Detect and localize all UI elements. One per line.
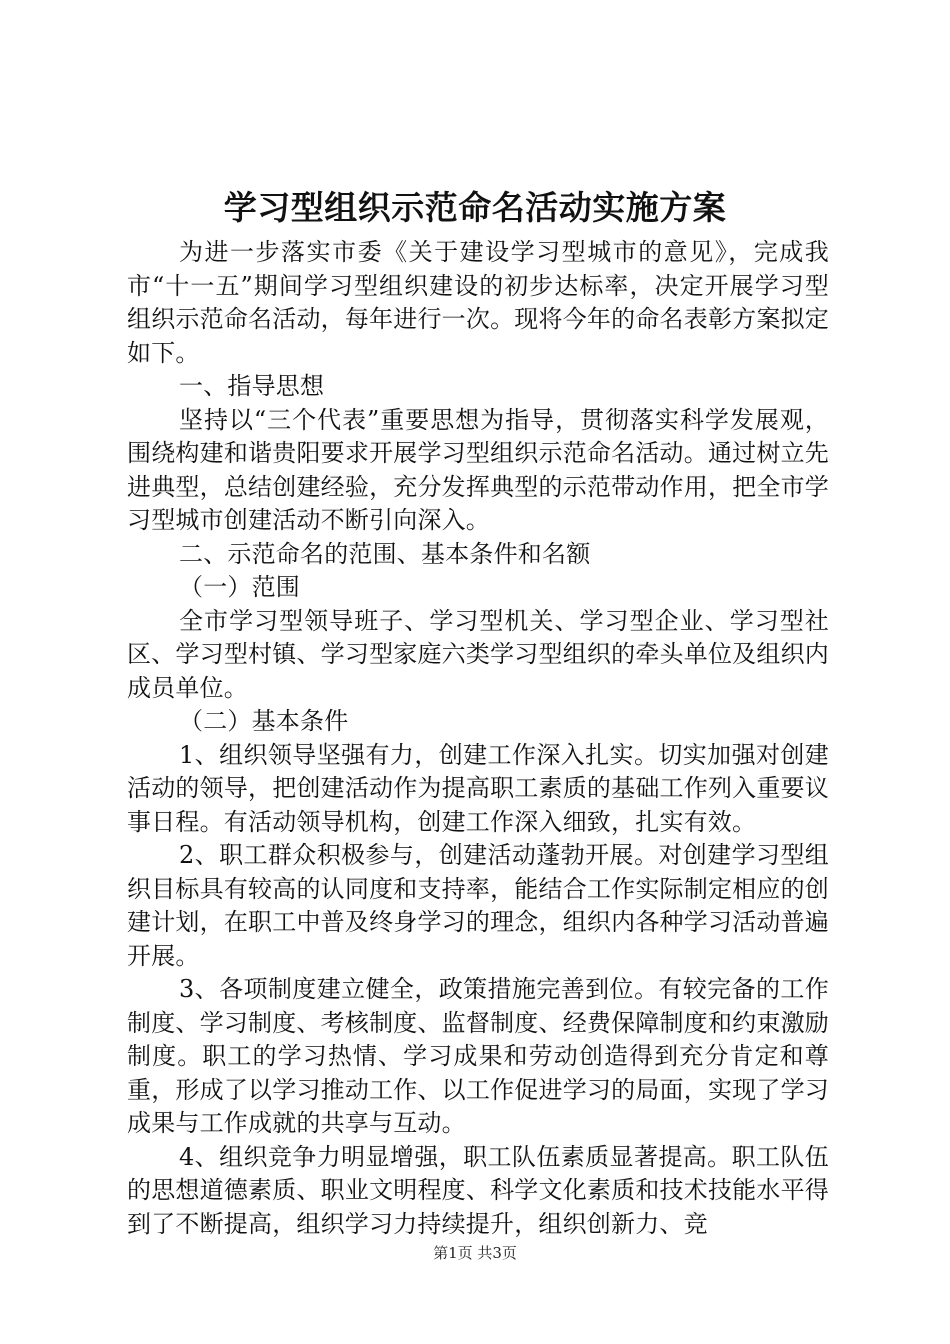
section-heading-guiding-ideology: 一、指导思想: [179, 372, 325, 400]
scope-paragraph: 全市学习型领导班子、学习型机关、学习型企业、学习型社区、学习型村镇、学习型家庭六类学习型组织的牵头单位及组织内成员单位。: [127, 606, 829, 702]
section-heading-scope-conditions: 二、示范命名的范围、基本条件和名额: [179, 539, 591, 568]
subheading-basic-conditions: （二）基本条件: [179, 707, 349, 735]
condition-item-4: 4、组织竞争力明显增强，职工队伍素质显著提高。职工队伍的思想道德素质、职业文明程度、科学文化素质和技术技能水平得到了不断提高，组织学习力持续提升，组织创新力、竞: [127, 1142, 829, 1238]
condition-item-1: 1、组织领导坚强有力，创建工作深入扎实。切实加强对创建活动的领导，把创建活动作为提高职工素质的基础工作列入重要议事日程。有活动领导机构，创建工作深入细致，扎实有效。: [127, 740, 829, 836]
condition-item-3: 3、各项制度建立健全，政策措施完善到位。有较完备的工作制度、学习制度、考核制度、监督制度、经费保障制度和约束激励制度。职工的学习热情、学习成果和劳动创造得到充分肯定和尊重，形成了以学习推动工作、以工作促进学习的局面，实现了学习成果与工作成就的共享与互动。: [127, 975, 829, 1137]
document-body: [127, 236, 829, 1241]
page-footer: 第1页 共3页: [433, 1244, 517, 1262]
subheading-scope: （一）范围: [179, 573, 300, 601]
intro-paragraph: 为进一步落实市委《关于建设学习型城市的意见》，完成我市“十一五”期间学习型组织建设的初步达标率，决定开展学习型组织示范命名活动，每年进行一次。现将今年的命名表彰方案拟定如下。: [127, 238, 829, 367]
condition-item-2: 2、职工群众积极参与，创建活动蓬勃开展。对创建学习型组织目标具有较高的认同度和支持率，能结合工作实际制定相应的创建计划，在职工中普及终身学习的理念，组织内各种学习活动普遍开展。: [127, 841, 829, 970]
document-title: 学习型组织示范命名活动实施方案: [223, 188, 727, 227]
guiding-ideology-paragraph: 坚持以“三个代表”重要思想为指导，贯彻落实科学发展观，围绕构建和谐贵阳要求开展学习型组织示范命名活动。通过树立先进典型，总结创建经验，充分发挥典型的示范带动作用，把全市学习型城市创建活动不断引向深入。: [127, 405, 829, 534]
